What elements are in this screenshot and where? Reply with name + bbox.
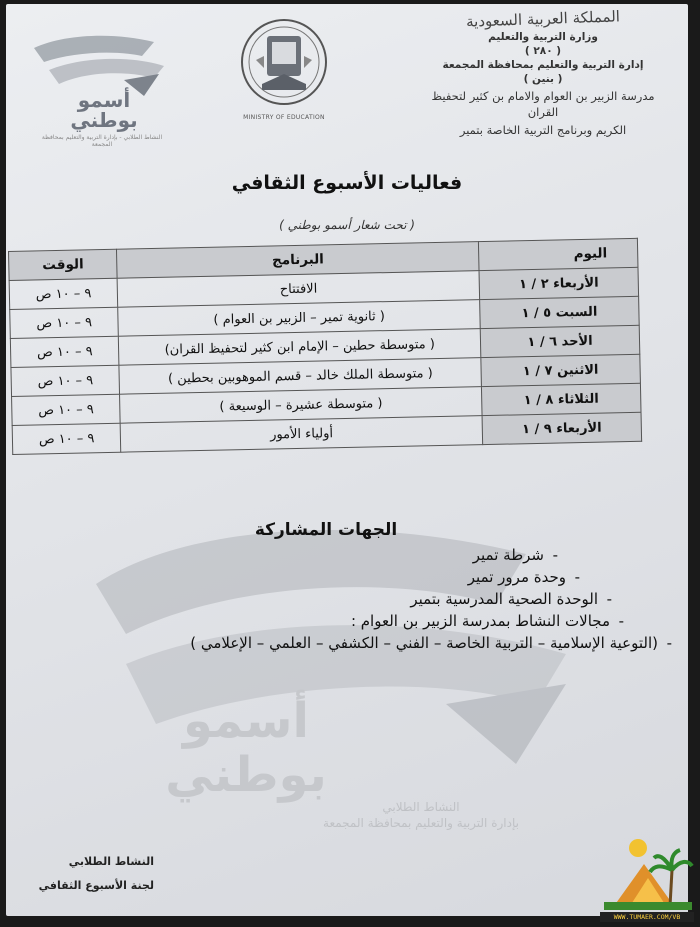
school-name-line2: الكريم وبرنامج التربية الخاصة بتمير: [459, 123, 627, 137]
watermark-caption: [256, 799, 586, 831]
list-item: -شرطة تمير: [472, 546, 558, 564]
campaign-tagline: النشاط الطلابي - بإدارة التربية والتعليم بمحافظة المجمعة: [41, 134, 163, 148]
participant-label: (التوعية الإسلامية – التربية الخاصة – الفني – الكشفي – العلمي – الإعلامي ): [190, 634, 658, 652]
row-day: الأربعاء ٢ / ١: [479, 267, 639, 299]
row-time: ٩ – ١٠ ص: [11, 365, 120, 396]
campaign-word-1: أسمو: [77, 88, 131, 112]
watermark-word-2: بوطني: [165, 747, 327, 803]
ministry-emblem: [234, 16, 334, 126]
forum-watermark-badge: [600, 836, 694, 922]
schedule-table: [8, 238, 642, 455]
document-page: [6, 4, 688, 916]
signature-line-2: لجنة الأسبوع الثقافي: [38, 879, 154, 892]
campaign-logo: [24, 30, 174, 148]
row-time: ٩ – ١٠ ص: [12, 394, 121, 425]
watermark-word-1: أسمو: [183, 693, 309, 749]
row-time: ٩ – ١٠ ص: [12, 423, 121, 454]
campaign-wordmark: [44, 90, 164, 130]
palm-tree-icon: [600, 836, 694, 912]
list-item: -(التوعية الإسلامية – التربية الخاصة – الفني – الكشفي – العلمي – الإعلامي ): [190, 634, 672, 652]
row-program: ( متوسطة الملك خالد – قسم الموهوبين بحطين ): [119, 358, 481, 395]
kingdom-name: المملكة العربية السعودية: [465, 7, 621, 31]
gender-label: ( بنين ): [523, 73, 563, 85]
ministry-emblem-caption: MINISTRY OF EDUCATION: [243, 114, 325, 121]
participants-list: [68, 546, 672, 656]
ministry-emblem-icon: [234, 16, 334, 114]
forum-site-url[interactable]: WWW.TUMAER.COM/VB: [600, 912, 694, 922]
signature-block: [34, 850, 154, 898]
ministry-name: وزارة التربية والتعليم: [488, 31, 598, 43]
participant-label: الوحدة الصحية المدرسية بتمير: [410, 590, 598, 608]
ministry-code: ( ٢٨٠ ): [524, 45, 562, 57]
document-subtitle: ( تحت شعار أسمو بوطني ): [279, 218, 415, 232]
header-program: البرنامج: [117, 242, 479, 279]
row-program: ( ثانوية تمير – الزبير بن العوام ): [118, 300, 480, 337]
row-day: الأربعاء ٩ / ١: [482, 412, 642, 444]
signature-line-1: النشاط الطلابي: [68, 855, 154, 868]
row-day: الأحد ٦ / ١: [480, 325, 640, 357]
row-program: الافتتاح: [117, 271, 479, 308]
header-time: الوقت: [9, 249, 118, 280]
directorate-name: إدارة التربية والتعليم بمحافظة المجمعة: [442, 59, 644, 71]
participant-label: وحدة مرور تمير: [467, 568, 566, 586]
document-title: فعاليات الأسبوع الثقافي: [231, 172, 463, 194]
row-program: ( متوسطة عشيرة – الوسيعة ): [120, 387, 482, 424]
watermark-line-1: النشاط الطلابي: [382, 800, 460, 814]
campaign-word-2: بوطني: [70, 108, 138, 132]
row-program: ( متوسطة حطين – الإمام ابن كثير لتحفيظ القران): [119, 329, 481, 366]
list-item: -الوحدة الصحية المدرسية بتمير: [410, 590, 612, 608]
school-name-line1: مدرسة الزبير بن العوام والامام بن كثير لتحفيظ القران: [431, 89, 655, 119]
letterhead: [418, 7, 668, 138]
list-item: -مجالات النشاط بمدرسة الزبير بن العوام :: [350, 612, 624, 630]
participants-title: الجهات المشاركة: [254, 520, 398, 540]
watermark-wordmark: [116, 694, 376, 802]
list-item: -وحدة مرور تمير: [467, 568, 580, 586]
participant-label: شرطة تمير: [472, 546, 544, 564]
row-day: الاثنين ٧ / ١: [481, 354, 641, 386]
row-day: الثلاثاء ٨ / ١: [481, 383, 641, 415]
header-day: اليوم: [478, 238, 638, 270]
row-program: أولياء الأمور: [121, 416, 483, 453]
participant-label: مجالات النشاط بمدرسة الزبير بن العوام :: [350, 612, 610, 630]
row-day: السبت ٥ / ١: [480, 296, 640, 328]
row-time: ٩ – ١٠ ص: [10, 336, 119, 367]
watermark-line-2: بإدارة التربية والتعليم بمحافظة المجمعة: [323, 816, 519, 830]
row-time: ٩ – ١٠ ص: [10, 307, 119, 338]
row-time: ٩ – ١٠ ص: [9, 278, 118, 309]
